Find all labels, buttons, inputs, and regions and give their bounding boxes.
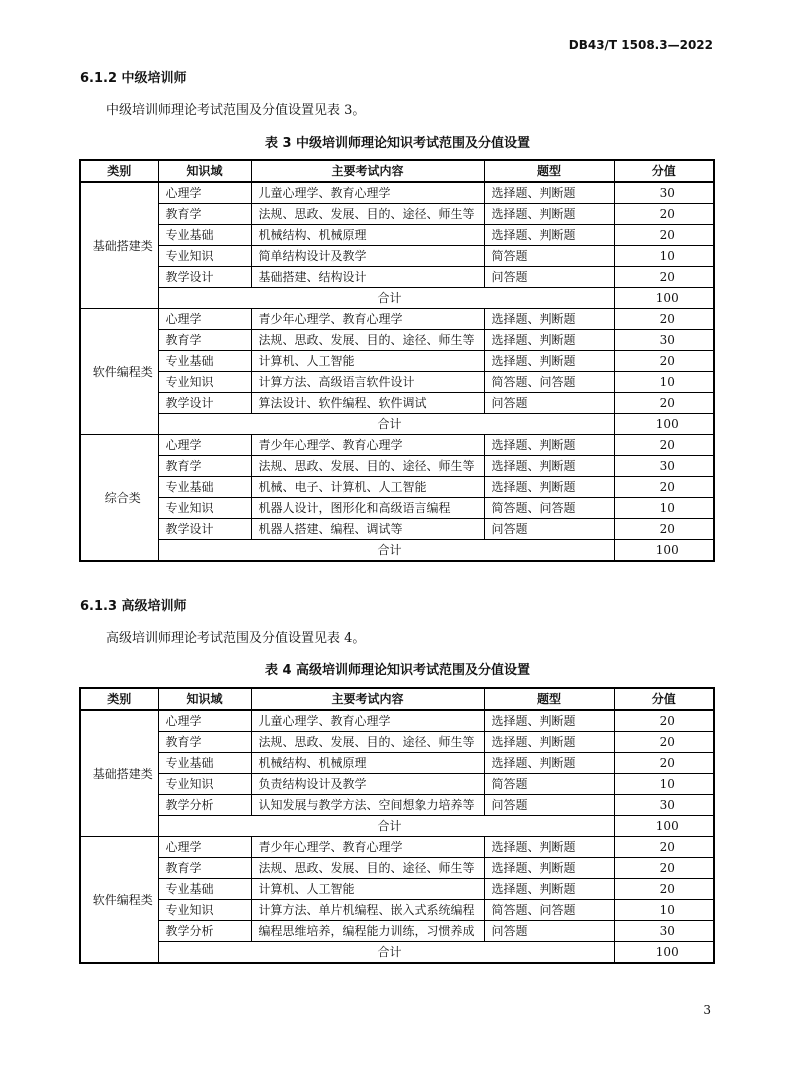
- table-row: [80, 267, 714, 288]
- table-row: [80, 879, 714, 900]
- question-type-cell: 选择题、判断题: [484, 732, 614, 753]
- knowledge-domain-cell: 心理学: [158, 837, 251, 858]
- knowledge-domain-cell: 专业基础: [158, 225, 251, 246]
- total-score-cell: 100: [614, 414, 714, 435]
- total-row: [80, 414, 714, 435]
- table-3-caption: 表 3 中级培训师理论知识考试范围及分值设置: [264, 136, 531, 151]
- column-header: 知识域: [158, 160, 251, 182]
- table-row: [80, 519, 714, 540]
- section-heading-6-1-2: 6.1.2 中级培训师: [80, 71, 187, 86]
- total-label-cell: 合计: [158, 540, 614, 562]
- question-type-cell: 选择题、判断题: [484, 858, 614, 879]
- knowledge-domain-cell: 教学设计: [158, 393, 251, 414]
- exam-content-cell: 认知发展与教学方法、空间想象力培养等: [251, 795, 484, 816]
- score-cell: 10: [614, 372, 714, 393]
- question-type-cell: 选择题、判断题: [484, 435, 614, 456]
- total-row: [80, 816, 714, 837]
- total-row: [80, 540, 714, 562]
- knowledge-domain-cell: 专业基础: [158, 753, 251, 774]
- score-cell: 10: [614, 498, 714, 519]
- score-cell: 30: [614, 795, 714, 816]
- knowledge-domain-cell: 教育学: [158, 732, 251, 753]
- category-cell: 基础搭建类: [80, 182, 158, 309]
- total-score-cell: 100: [614, 540, 714, 562]
- knowledge-domain-cell: 教育学: [158, 456, 251, 477]
- knowledge-domain-cell: 心理学: [158, 435, 251, 456]
- exam-content-cell: 机器人设计，图形化和高级语言编程: [251, 498, 484, 519]
- question-type-cell: 选择题、判断题: [484, 225, 614, 246]
- exam-content-cell: 法规、思政、发展、目的、途径、师生等: [251, 858, 484, 879]
- table-row: [80, 182, 714, 204]
- table-3: [79, 159, 715, 562]
- knowledge-domain-cell: 教学设计: [158, 267, 251, 288]
- knowledge-domain-cell: 专业知识: [158, 498, 251, 519]
- score-cell: 20: [614, 879, 714, 900]
- question-type-cell: 选择题、判断题: [484, 309, 614, 330]
- table-row: [80, 456, 714, 477]
- column-header: 主要考试内容: [251, 160, 484, 182]
- table-row: [80, 435, 714, 456]
- table-row: [80, 330, 714, 351]
- table-row: [80, 309, 714, 330]
- total-row: [80, 288, 714, 309]
- knowledge-domain-cell: 专业基础: [158, 351, 251, 372]
- table-row: [80, 858, 714, 879]
- knowledge-domain-cell: 教学设计: [158, 519, 251, 540]
- table-header-row: [80, 688, 714, 710]
- question-type-cell: 选择题、判断题: [484, 879, 614, 900]
- page-number: 3: [703, 1003, 711, 1017]
- score-cell: 20: [614, 309, 714, 330]
- question-type-cell: 选择题、判断题: [484, 837, 614, 858]
- question-type-cell: 选择题、判断题: [484, 710, 614, 732]
- score-cell: 20: [614, 435, 714, 456]
- table-row: [80, 921, 714, 942]
- question-type-cell: 问答题: [484, 795, 614, 816]
- score-cell: 20: [614, 858, 714, 879]
- column-header: 主要考试内容: [251, 688, 484, 710]
- question-type-cell: 选择题、判断题: [484, 182, 614, 204]
- category-cell: 基础搭建类: [80, 710, 158, 837]
- score-cell: 20: [614, 351, 714, 372]
- column-header: 题型: [484, 688, 614, 710]
- total-score-cell: 100: [614, 942, 714, 964]
- score-cell: 20: [614, 477, 714, 498]
- exam-content-cell: 法规、思政、发展、目的、途径、师生等: [251, 456, 484, 477]
- knowledge-domain-cell: 心理学: [158, 182, 251, 204]
- section-intro-6-1-2: 中级培训师理论考试范围及分值设置见表 3。: [106, 103, 366, 118]
- exam-content-cell: 基础搭建、结构设计: [251, 267, 484, 288]
- question-type-cell: 问答题: [484, 393, 614, 414]
- score-cell: 30: [614, 456, 714, 477]
- knowledge-domain-cell: 专业基础: [158, 879, 251, 900]
- exam-content-cell: 编程思维培养，编程能力训练，习惯养成: [251, 921, 484, 942]
- exam-content-cell: 简单结构设计及教学: [251, 246, 484, 267]
- table-row: [80, 900, 714, 921]
- knowledge-domain-cell: 专业知识: [158, 246, 251, 267]
- question-type-cell: 选择题、判断题: [484, 456, 614, 477]
- column-header: 类别: [80, 160, 158, 182]
- question-type-cell: 简答题、问答题: [484, 372, 614, 393]
- column-header: 分值: [614, 160, 714, 182]
- exam-content-cell: 青少年心理学、教育心理学: [251, 309, 484, 330]
- table-row: [80, 351, 714, 372]
- table-row: [80, 795, 714, 816]
- question-type-cell: 选择题、判断题: [484, 477, 614, 498]
- exam-content-cell: 法规、思政、发展、目的、途径、师生等: [251, 732, 484, 753]
- score-cell: 30: [614, 330, 714, 351]
- knowledge-domain-cell: 心理学: [158, 710, 251, 732]
- total-score-cell: 100: [614, 816, 714, 837]
- total-label-cell: 合计: [158, 288, 614, 309]
- score-cell: 20: [614, 519, 714, 540]
- exam-content-cell: 法规、思政、发展、目的、途径、师生等: [251, 204, 484, 225]
- section-heading-6-1-3: 6.1.3 高级培训师: [80, 599, 187, 614]
- question-type-cell: 简答题: [484, 246, 614, 267]
- category-cell: 综合类: [80, 435, 158, 562]
- question-type-cell: 选择题、判断题: [484, 753, 614, 774]
- knowledge-domain-cell: 教育学: [158, 858, 251, 879]
- total-score-cell: 100: [614, 288, 714, 309]
- total-row: [80, 942, 714, 964]
- total-label-cell: 合计: [158, 414, 614, 435]
- question-type-cell: 选择题、判断题: [484, 351, 614, 372]
- knowledge-domain-cell: 专业知识: [158, 372, 251, 393]
- exam-content-cell: 计算机、人工智能: [251, 351, 484, 372]
- knowledge-domain-cell: 教育学: [158, 204, 251, 225]
- knowledge-domain-cell: 专业知识: [158, 774, 251, 795]
- exam-content-cell: 机械结构、机械原理: [251, 753, 484, 774]
- exam-content-cell: 计算方法、单片机编程、嵌入式系统编程: [251, 900, 484, 921]
- column-header: 知识域: [158, 688, 251, 710]
- score-cell: 20: [614, 393, 714, 414]
- question-type-cell: 问答题: [484, 519, 614, 540]
- score-cell: 20: [614, 225, 714, 246]
- exam-content-cell: 青少年心理学、教育心理学: [251, 837, 484, 858]
- knowledge-domain-cell: 专业知识: [158, 900, 251, 921]
- score-cell: 20: [614, 753, 714, 774]
- document-code: DB43/T 1508.3—2022: [568, 38, 713, 52]
- table-row: [80, 710, 714, 732]
- question-type-cell: 选择题、判断题: [484, 204, 614, 225]
- category-cell: 软件编程类: [80, 837, 158, 964]
- score-cell: 10: [614, 246, 714, 267]
- knowledge-domain-cell: 教学分析: [158, 795, 251, 816]
- category-cell: 软件编程类: [80, 309, 158, 435]
- table-row: [80, 393, 714, 414]
- question-type-cell: 简答题: [484, 774, 614, 795]
- table-row: [80, 732, 714, 753]
- question-type-cell: 问答题: [484, 267, 614, 288]
- table-row: [80, 837, 714, 858]
- knowledge-domain-cell: 教育学: [158, 330, 251, 351]
- table-header-row: [80, 160, 714, 182]
- score-cell: 20: [614, 710, 714, 732]
- score-cell: 10: [614, 900, 714, 921]
- knowledge-domain-cell: 心理学: [158, 309, 251, 330]
- total-label-cell: 合计: [158, 942, 614, 964]
- exam-content-cell: 算法设计、软件编程、软件调试: [251, 393, 484, 414]
- score-cell: 20: [614, 732, 714, 753]
- question-type-cell: 问答题: [484, 921, 614, 942]
- score-cell: 20: [614, 267, 714, 288]
- exam-content-cell: 机械结构、机械原理: [251, 225, 484, 246]
- exam-content-cell: 计算方法、高级语言软件设计: [251, 372, 484, 393]
- exam-content-cell: 负责结构设计及教学: [251, 774, 484, 795]
- score-cell: 30: [614, 921, 714, 942]
- score-cell: 10: [614, 774, 714, 795]
- table-4: [79, 687, 715, 964]
- exam-content-cell: 青少年心理学、教育心理学: [251, 435, 484, 456]
- table-row: [80, 246, 714, 267]
- exam-content-cell: 儿童心理学、教育心理学: [251, 710, 484, 732]
- exam-content-cell: 机器人搭建、编程、调试等: [251, 519, 484, 540]
- table-row: [80, 753, 714, 774]
- knowledge-domain-cell: 专业基础: [158, 477, 251, 498]
- exam-content-cell: 儿童心理学、教育心理学: [251, 182, 484, 204]
- column-header: 题型: [484, 160, 614, 182]
- section-intro-6-1-3: 高级培训师理论考试范围及分值设置见表 4。: [106, 631, 366, 646]
- table-row: [80, 477, 714, 498]
- exam-content-cell: 法规、思政、发展、目的、途径、师生等: [251, 330, 484, 351]
- table-row: [80, 225, 714, 246]
- total-label-cell: 合计: [158, 816, 614, 837]
- exam-content-cell: 机械、电子、计算机、人工智能: [251, 477, 484, 498]
- column-header: 分值: [614, 688, 714, 710]
- score-cell: 20: [614, 204, 714, 225]
- score-cell: 20: [614, 837, 714, 858]
- knowledge-domain-cell: 教学分析: [158, 921, 251, 942]
- exam-content-cell: 计算机、人工智能: [251, 879, 484, 900]
- score-cell: 30: [614, 182, 714, 204]
- question-type-cell: 简答题、问答题: [484, 900, 614, 921]
- column-header: 类别: [80, 688, 158, 710]
- table-row: [80, 498, 714, 519]
- table-4-caption: 表 4 高级培训师理论知识考试范围及分值设置: [264, 663, 531, 678]
- table-row: [80, 204, 714, 225]
- question-type-cell: 简答题、问答题: [484, 498, 614, 519]
- table-row: [80, 372, 714, 393]
- question-type-cell: 选择题、判断题: [484, 330, 614, 351]
- table-row: [80, 774, 714, 795]
